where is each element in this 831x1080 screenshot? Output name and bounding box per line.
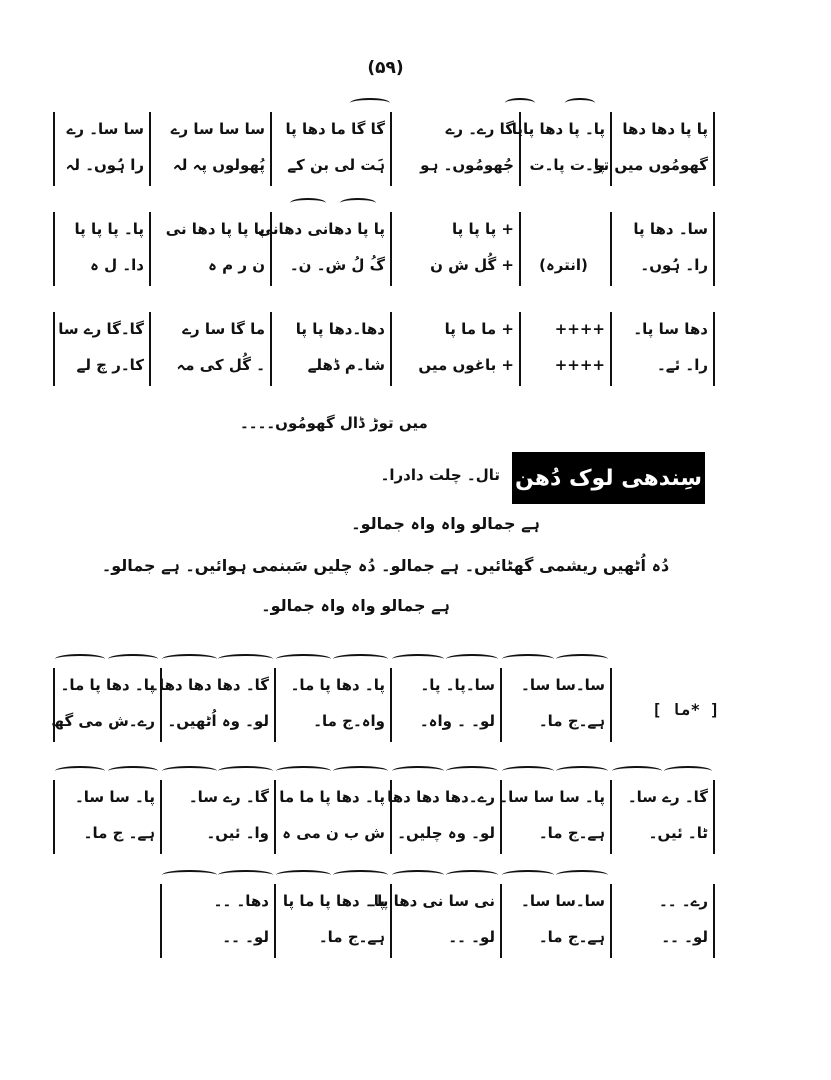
block6-bar-line [160,884,162,958]
notation-block-4 [0,668,771,752]
block4-lyric-cell: واہ۔ج ما۔ [313,712,385,730]
notation-block-3 [0,312,771,396]
block4-lyric-cell: رے۔ش می گھ [51,712,155,730]
block6-lyric-cell: لو۔ ۔۔ [222,928,269,946]
block5-slur-mark [218,766,273,776]
block4-swara-cell: پا۔ دھا پا ما۔ [290,676,385,694]
block2-slur-mark [340,198,376,208]
block3-swara-cell: گا۔گا رے سا [58,320,144,338]
block4-slur-mark [556,654,608,664]
block6-lyric-cell: ہے۔ج ما۔ [538,928,605,946]
block3-lyric-cell: شا۔م ڈھلے [307,356,385,374]
block1-swara-cell: پا پا دھا دھا [622,120,708,138]
block2-bar-line [53,212,55,286]
block4-slur-mark [276,654,331,664]
block3-lyric-cell: + باغوں میں [418,356,514,374]
block5-slur-mark [502,766,554,776]
page-number: (۵۹) [367,58,404,78]
block5-slur-mark [612,766,662,776]
block4-lyric-cell: لو۔ ۔ واہ۔ [419,712,495,730]
block6-slur-mark [556,870,608,880]
block5-slur-mark [664,766,712,776]
block2-lyric-cell: دا۔ ل ہ [90,256,144,274]
mode-tag: [ ما* ] [652,700,720,719]
block2-slur-mark [290,198,326,208]
block3-swara-cell: ++++ [554,320,605,338]
block1-lyric-cell: گھومُوں میں تو [594,156,708,174]
block6-swara-cell: پا۔ دھا پا ما پا [282,892,385,910]
block5-lyric-cell: وا۔ ئیں۔ [206,824,269,842]
block2-lyric-cell: (انترہ) [539,256,588,274]
block3-lyric-cell: را۔ ئے۔ [657,356,708,374]
block4-slur-mark [162,654,217,664]
lyric-line-2: دُہ اُٹھیں ریشمی گھٹائیں۔ ہے جمالو۔ دُہ چلیں سَبنمی ہوائیں۔ ہے جمالو۔ [101,556,670,575]
block2-swara-cell: پا پا دھانی دھانی [257,220,385,238]
block6-lyric-cell: لو۔ ۔۔ [448,928,495,946]
block5-lyric-cell: ٹا۔ ئیں۔ [648,824,708,842]
block5-slur-mark [392,766,444,776]
block6-slur-mark [333,870,388,880]
notation-block-5 [0,780,771,864]
block5-swara-cell: گا۔ رے سا۔ [188,788,269,806]
block6-slur-mark [502,870,554,880]
block4-slur-mark [502,654,554,664]
block1-swara-cell: سا سا۔ رے [66,120,144,138]
block4-swara-cell: گا۔ دھا دھا دھا۔ [150,676,269,694]
block1-slur-mark [505,98,535,108]
block4-slur-mark [333,654,388,664]
block1-lyric-cell: ہَت لی بن کے [287,156,385,174]
block3-lyric-cell: ++++ [554,356,605,374]
section-title: سِندھی لوک دُھن [512,452,705,504]
block5-slur-mark [556,766,608,776]
notation-block-6 [0,884,771,968]
notation-block-1 [0,112,771,196]
block3-swara-cell: دھا سا پا۔ [633,320,708,338]
taal-label: تال۔ چلت دادرا۔ [380,466,500,484]
block2-swara-cell [522,212,611,246]
block2-swara-cell: پا۔ پا پا پا [74,220,144,238]
block1-lyric-cell: را ہُوں۔ لہ [65,156,144,174]
block5-slur-mark [55,766,105,776]
block4-swara-cell: سا۔پا۔ پا۔ [420,676,495,694]
block1-swara-cell: گا رے۔ رے [445,120,514,138]
block6-slur-mark [276,870,331,880]
block2-swara-cell: پا پا پا دھا نی [165,220,265,238]
block3-swara-cell: دھا۔دھا پا پا [295,320,385,338]
block2-swara-cell: سا۔ دھا پا [633,220,708,238]
block2-lyric-cell: + گُل ش ن [430,256,514,274]
block5-bar-line [53,780,55,854]
block4-swara-cell: سا۔سا سا۔ [521,676,605,694]
block1-swara-cell: سا سا سا رے [170,120,265,138]
block6-slur-mark [218,870,273,880]
block3-swara-cell: + ما ما پا [444,320,514,338]
block6-swara-cell: نی سا نی دھا پا۔ [368,892,495,910]
block1-swara-cell: پا۔ پا دھا پاپا [511,120,605,138]
block3-swara-cell: ما گا سا رے [182,320,265,338]
block4-lyric-cell: لو۔ وہ اُٹھیں۔ [167,712,269,730]
block5-lyric-cell: ہے۔ج ما۔ [538,824,605,842]
block4-lyric-cell: ہے۔ج ما۔ [538,712,605,730]
lyric-line-3: ہے جمالو واہ واہ جمالو۔ [261,596,450,615]
block3-lyric-cell: کا۔ر چ لے [76,356,144,374]
block1-lyric-cell: پُھولوں پہ لہ [172,156,265,174]
block5-swara-cell: گا۔ رے سا۔ [627,788,708,806]
block5-swara-cell: رے۔دھا دھا دھا [387,788,495,806]
block6-slur-mark [392,870,444,880]
block4-slur-mark [55,654,105,664]
block1-slur-mark [350,98,390,108]
block5-swara-cell: پا۔ دھا پا ما ما [279,788,385,806]
block4-slur-mark [446,654,498,664]
block6-lyric-cell: ہے۔ج ما۔ [318,928,385,946]
block5-lyric-cell: لو۔ وہ چلیں۔ [397,824,495,842]
block1-lyric-cell: پا۔ت پا۔ت [529,156,605,174]
block2-lyric-cell: گُ لُ ش۔ ن۔ [289,256,385,274]
block6-lyric-cell: لو۔ ۔۔ [661,928,708,946]
block1-slur-mark [565,98,595,108]
block6-slur-mark [446,870,498,880]
block5-slur-mark [162,766,217,776]
block5-slur-mark [108,766,158,776]
block-3-trailing-text: میں توڑ ڈال گھومُوں۔۔۔۔ [240,414,428,432]
block6-slur-mark [162,870,217,880]
block3-bar-line [53,312,55,386]
block1-bar-line [53,112,55,186]
block5-slur-mark [333,766,388,776]
block4-slur-mark [108,654,158,664]
block2-swara-cell: + پا پا پا [451,220,514,238]
block2-lyric-cell: را۔ ہُوں۔ [640,256,708,274]
block5-swara-cell: پا۔ سا سا سا۔ [499,788,605,806]
block4-swara-cell: پا۔ دھا پا ما۔ [60,676,155,694]
lyric-line-1: ہے جمالو واہ واہ جمالو۔ [351,514,540,533]
block6-swara-cell: دھا۔ ۔۔ [213,892,269,910]
block5-lyric-cell: ش ب ن می ہ [282,824,385,842]
block5-slur-mark [276,766,331,776]
block6-swara-cell: سا۔سا سا۔ [521,892,605,910]
block4-slur-mark [392,654,444,664]
block1-lyric-cell: جُھومُوں۔ ہو [420,156,514,174]
block3-lyric-cell: ۔ گُل کی مہ [176,356,265,374]
block5-lyric-cell: ہے۔ ج ما۔ [83,824,155,842]
block6-swara-cell: رے۔ ۔۔ [658,892,708,910]
block1-swara-cell: گا گا ما دھا پا [285,120,385,138]
block2-lyric-cell: ن ر م ہ [208,256,265,274]
block5-slur-mark [446,766,498,776]
notation-block-2 [0,212,771,296]
block4-slur-mark [218,654,273,664]
block5-swara-cell: پا۔ سا سا۔ [74,788,155,806]
